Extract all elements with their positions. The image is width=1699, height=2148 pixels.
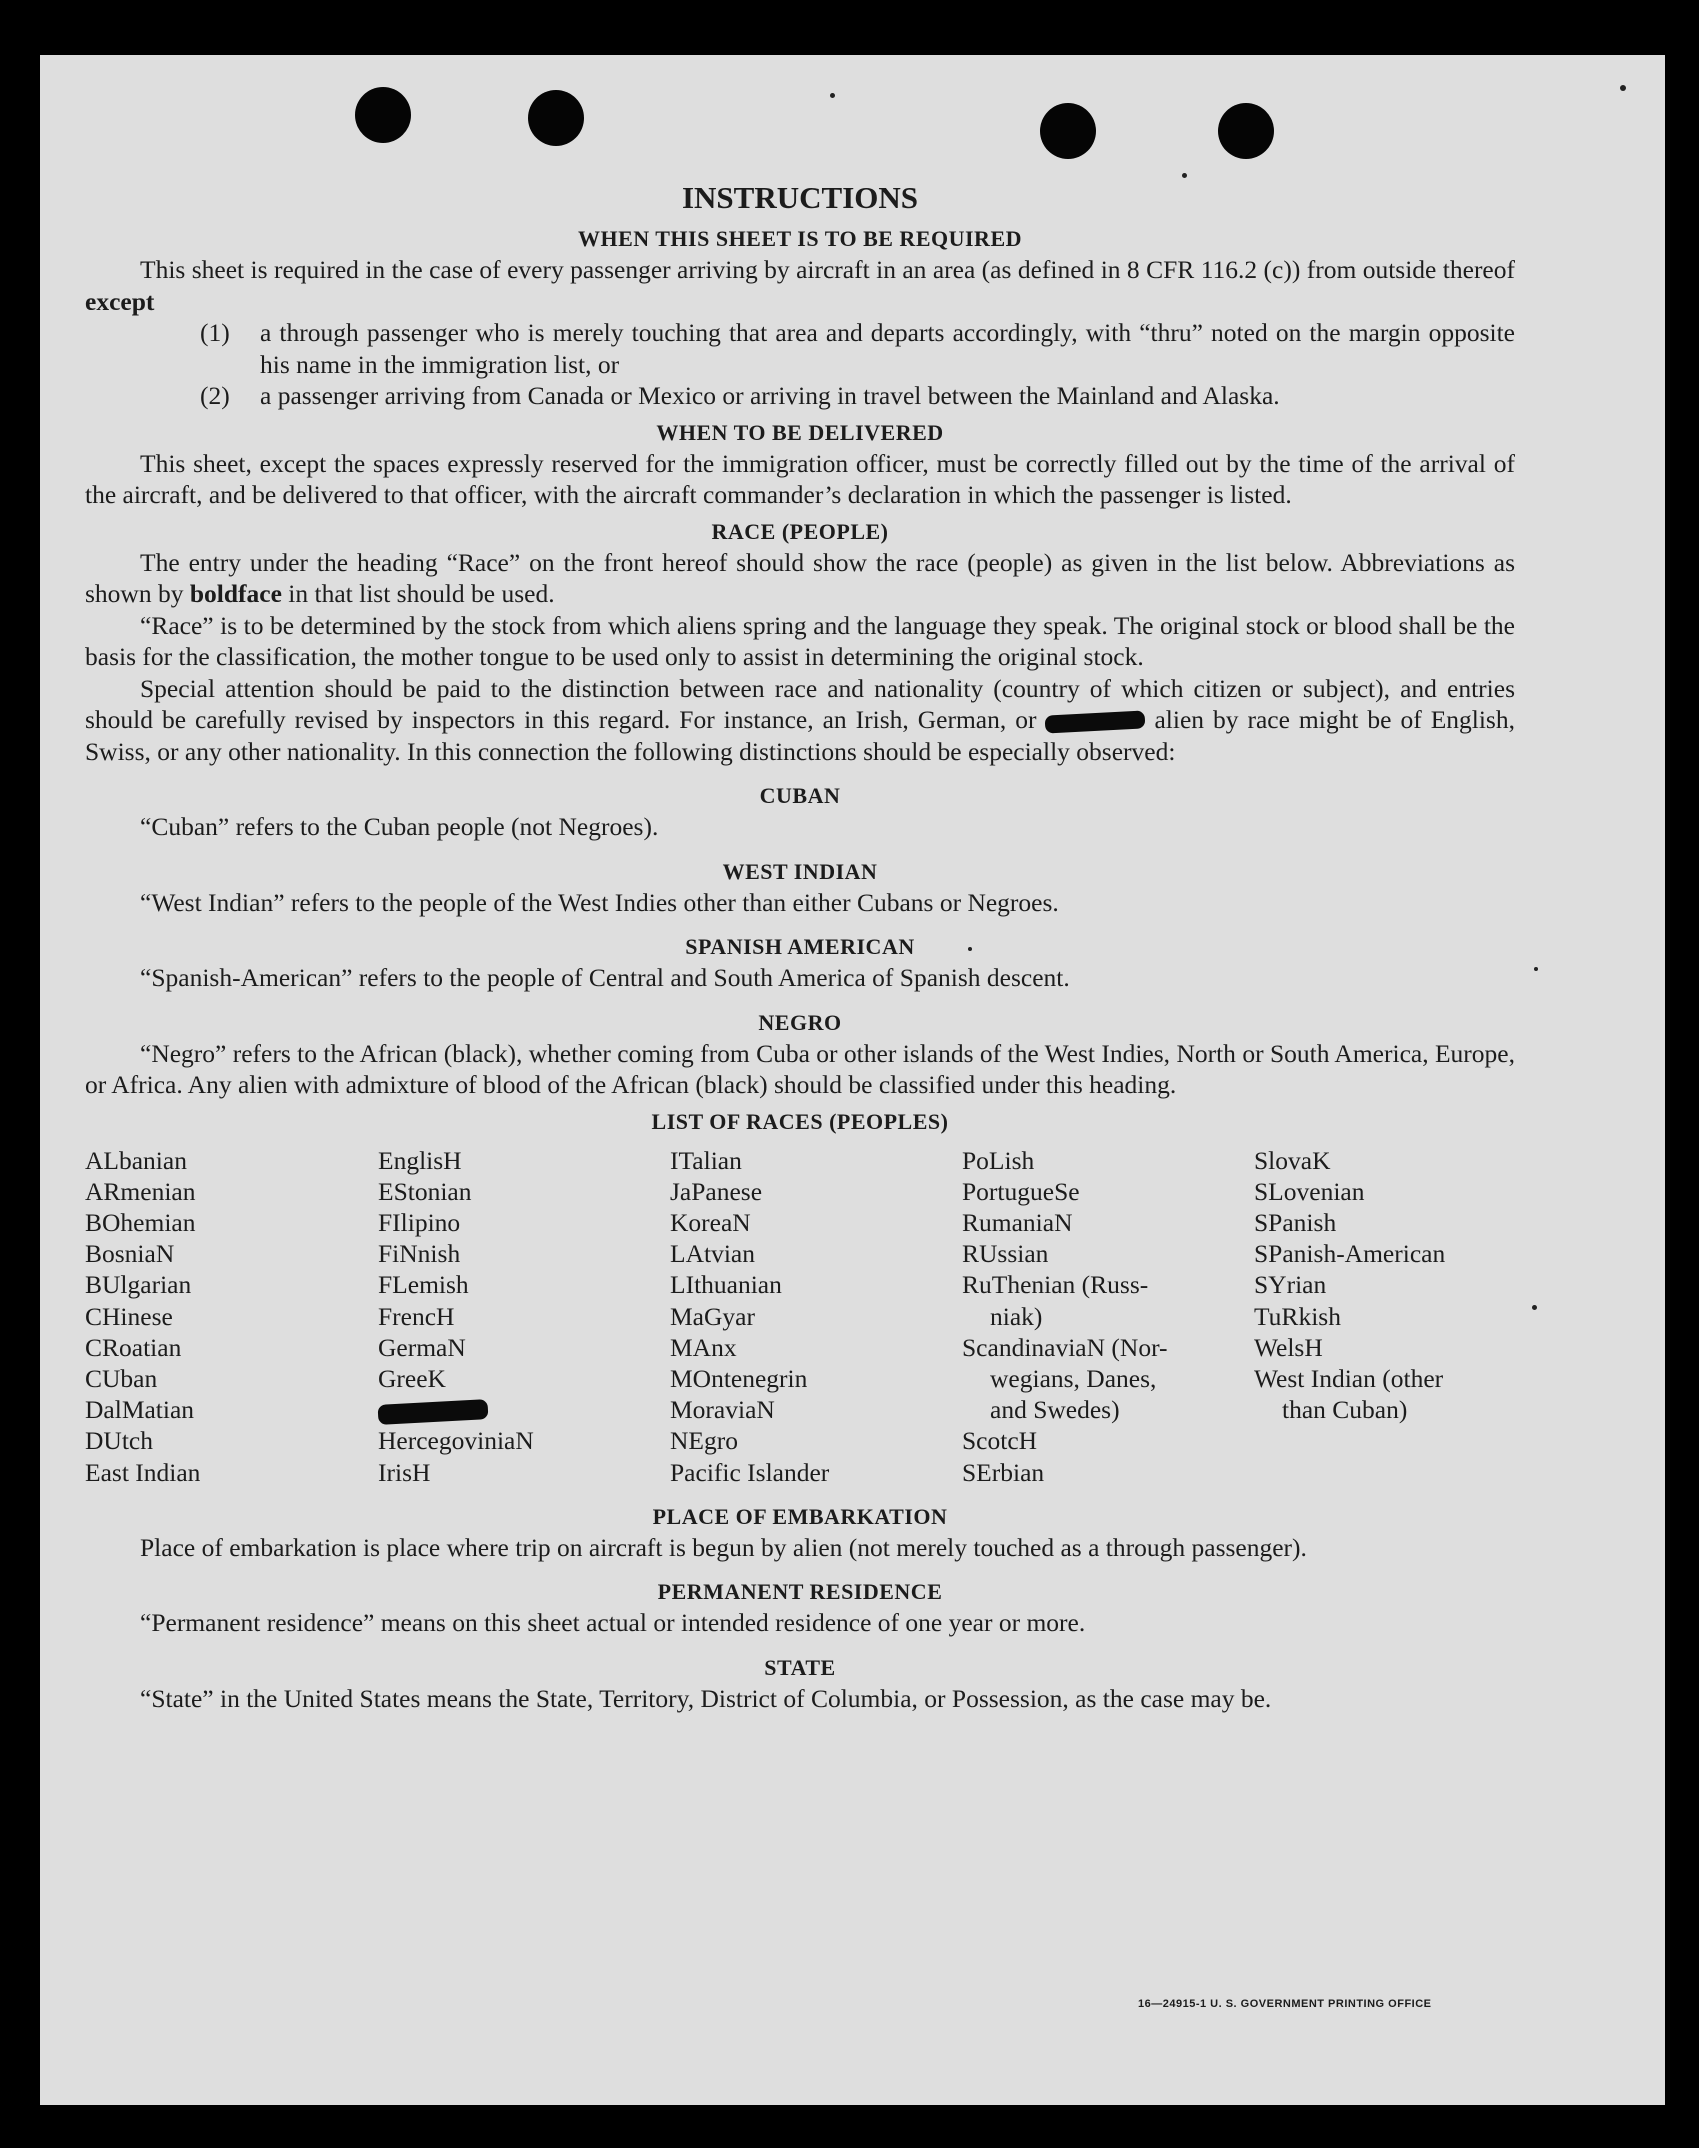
heading-when-required: WHEN THIS SHEET IS TO BE REQUIRED (577, 226, 1023, 251)
race-entry: NEgro (670, 1426, 738, 1456)
punch-hole (355, 87, 411, 143)
race-entry: MOntenegrin (670, 1363, 808, 1393)
negro-text: “Negro” refers to the African (black), whether coming from Cuba or other islands of the West Indies, North or South America, Europe, or Africa. Any alien with admixture of blood of the African (black) should be classified under this heading. (85, 1038, 1515, 1099)
cuban-text: “Cuban” refers to the Cuban people (not Negroes). (140, 812, 659, 841)
race-entry: PortugueSe (962, 1176, 1080, 1206)
instructions-body (85, 178, 1515, 1714)
race-entry: HercegoviniaN (378, 1426, 534, 1456)
race-entry: East Indian (85, 1457, 201, 1487)
race-entry: TuRkish (1254, 1301, 1341, 1331)
heading-list-of-races: LIST OF RACES (PEOPLES) (651, 1108, 949, 1134)
race-entry: MoraviaN (670, 1395, 775, 1425)
dust-speck (1534, 967, 1538, 971)
race-entry: ARmenian (85, 1176, 196, 1206)
race-entry: SPanish (1254, 1207, 1337, 1237)
embarkation-text: Place of embarkation is place where trip on aircraft is begun by alien (not merely touched as a through passenger). (140, 1532, 1307, 1562)
printing-office-footer: 16—24915-1 U. S. GOVERNMENT PRINTING OFFICE (1138, 1998, 1432, 2010)
race-entry: CRoatian (85, 1332, 182, 1362)
race-paragraph-1: The entry under the heading “Race” on the front hereof should show the race (people) as given in the list below. Abbreviations as shown by boldface in that list should be used. (85, 547, 1515, 608)
state-text: “State” in the United States means the State, Territory, District of Columbia, or Possession, as the case may be. (140, 1683, 1272, 1713)
residence-text: “Permanent residence” means on this sheet actual or intended residence of one year or more. (140, 1608, 1086, 1638)
race-entry: ScotcH (962, 1426, 1038, 1456)
dust-speck (1620, 85, 1626, 91)
races-column (378, 1145, 670, 1488)
race-entry: than Cuban) (1282, 1395, 1408, 1425)
heading-west-indian: WEST INDIAN (722, 858, 878, 884)
race-entry: RuThenian (Russ- (962, 1270, 1149, 1300)
heading-embarkation: PLACE OF EMBARKATION (652, 1503, 948, 1529)
race-entry: ITalian (670, 1145, 742, 1175)
redaction-mark (378, 1394, 670, 1425)
race-entry: and Swedes) (990, 1395, 1120, 1425)
race-entry: GermaN (378, 1332, 466, 1362)
race-entry: FiNnish (378, 1239, 461, 1269)
heading-cuban: CUBAN (759, 783, 841, 808)
race-entry: BosniaN (85, 1239, 175, 1269)
heading-spanish-american: SPANISH AMERICAN (685, 934, 915, 959)
race-entry: DUtch (85, 1426, 153, 1456)
punch-hole (528, 90, 584, 146)
race-entry: CHinese (85, 1301, 173, 1331)
race-entry: LAtvian (670, 1239, 755, 1269)
race-entry: wegians, Danes, (990, 1363, 1157, 1393)
dust-speck (830, 93, 835, 98)
heading-when-delivered: WHEN TO BE DELIVERED (656, 419, 944, 445)
heading-race: RACE (PEOPLE) (711, 518, 889, 544)
exception-item: (1) a through passenger who is merely touching that area and departs accordingly, with “thru” noted on the margin opposite his name in the immigration list, or (200, 318, 1515, 379)
race-entry: CUban (85, 1363, 158, 1393)
race-entry: DalMatian (85, 1395, 195, 1425)
race-entry: GreeK (378, 1363, 446, 1393)
page-title: INSTRUCTIONS (681, 180, 918, 215)
race-entry: SLovenian (1254, 1176, 1365, 1206)
race-entry: SYrian (1254, 1270, 1327, 1300)
race-entry: EnglisH (378, 1145, 462, 1175)
when-required-intro: This sheet is required in the case of every passenger arriving by aircraft in an area (as defined in 8 CFR 116.2 (c)) from outside thereof except (85, 255, 1515, 316)
race-entry: SPanish-American (1254, 1239, 1446, 1269)
heading-permanent-residence: PERMANENT RESIDENCE (657, 1579, 943, 1605)
races-column (1254, 1145, 1546, 1488)
race-entry: JaPanese (670, 1176, 763, 1206)
race-entry: ALbanian (85, 1145, 187, 1175)
races-list (85, 1145, 1515, 1488)
race-entry: RUssian (962, 1239, 1049, 1269)
races-column (670, 1145, 962, 1488)
race-entry: SErbian (962, 1457, 1045, 1487)
heading-negro: NEGRO (758, 1009, 842, 1035)
spanish-american-text: “Spanish-American” refers to the people of Central and South America of Spanish descent. (140, 963, 1070, 992)
race-entry: BOhemian (85, 1207, 196, 1237)
races-column (85, 1145, 378, 1488)
race-entry: RumaniaN (962, 1207, 1073, 1237)
race-entry: MAnx (670, 1332, 737, 1362)
race-entry: PoLish (962, 1145, 1035, 1175)
races-column (962, 1145, 1254, 1488)
race-entry: SlovaK (1254, 1145, 1331, 1175)
race-entry: FIlipino (378, 1207, 461, 1237)
race-paragraph-2: “Race” is to be determined by the stock from which aliens spring and the language they speak. The original stock or blood shall be the basis for the classification, the mother tongue to be used only to assist in determining the original stock. (85, 610, 1515, 671)
race-entry: niak) (990, 1301, 1043, 1331)
punch-hole (1218, 103, 1274, 159)
race-entry: West Indian (other (1254, 1363, 1444, 1393)
race-entry: IrisH (378, 1457, 431, 1487)
race-entry: FrencH (378, 1301, 455, 1331)
west-indian-text: “West Indian” refers to the people of the West Indies other than either Cubans or Negroes. (140, 887, 1059, 917)
race-entry: FLemish (378, 1270, 469, 1300)
race-entry: KoreaN (670, 1207, 751, 1237)
race-entry: Pacific Islander (670, 1457, 830, 1487)
punch-hole (1040, 103, 1096, 159)
race-entry: MaGyar (670, 1301, 755, 1331)
exception-item: (2) a passenger arriving from Canada or Mexico or arriving in travel between the Mainland and Alaska. (200, 381, 1280, 410)
when-delivered-text: This sheet, except the spaces expressly reserved for the immigration officer, must be correctly filled out by the time of the arrival of the aircraft, and be delivered to that officer, with the aircraft commander’s declaration in which the passenger is listed. (85, 448, 1515, 509)
race-entry: LIthuanian (670, 1270, 782, 1300)
redaction-mark (1045, 711, 1146, 734)
race-entry: WelsH (1254, 1332, 1323, 1362)
race-entry: BUlgarian (85, 1270, 192, 1300)
race-entry: EStonian (378, 1176, 472, 1206)
race-paragraph-3: Special attention should be paid to the distinction between race and nationality (country of which citizen or subject), and entries should be carefully revised by inspectors in this regard. For instance, an Irish, German, or alien by race might be of English, Swiss, or any other nationality. In this connection the following distinctions should be especially observed: (85, 673, 1515, 766)
heading-state: STATE (764, 1654, 836, 1680)
race-entry: ScandinaviaN (Nor- (962, 1332, 1168, 1362)
